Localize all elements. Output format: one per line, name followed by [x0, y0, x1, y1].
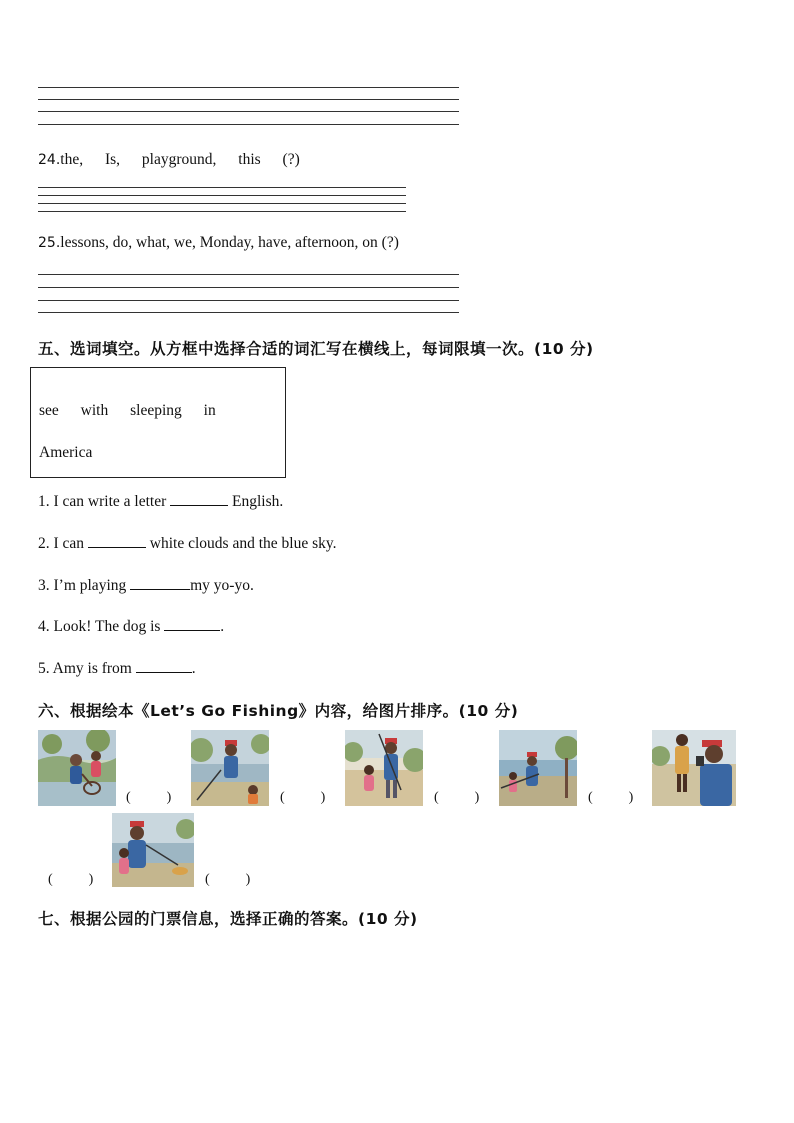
fill-item-2: 2. I can white clouds and the blue sky.	[38, 535, 337, 552]
answer-line	[38, 111, 459, 112]
story-picture-5	[652, 730, 736, 806]
answer-line	[38, 203, 406, 204]
scrambled-words: lessons, do, what, we, Monday, have, afternoon, on (?)	[60, 234, 399, 251]
story-picture-6	[112, 813, 194, 887]
blank-line[interactable]	[136, 658, 192, 673]
section-7-heading: 七、根据公园的门票信息，选择正确的答案。(10 分)	[38, 910, 418, 928]
order-bracket[interactable]: ( )	[48, 872, 94, 887]
answer-line	[38, 274, 459, 275]
order-bracket[interactable]: ( )	[434, 790, 480, 805]
answer-line	[38, 124, 459, 125]
word-box-row	[39, 444, 92, 462]
question-25	[38, 234, 399, 252]
box-word: with	[80, 402, 109, 419]
story-picture-2	[191, 730, 269, 806]
order-bracket[interactable]: ( )	[205, 872, 251, 887]
story-picture-3	[345, 730, 423, 806]
scrambled-word: playground,	[141, 151, 217, 168]
section-5-heading: 五、选词填空。从方框中选择合适的词汇写在横线上，每词限填一次。(10 分)	[38, 340, 594, 358]
blank-line[interactable]	[130, 575, 190, 590]
box-word: America	[39, 444, 93, 461]
order-bracket[interactable]: ( )	[280, 790, 326, 805]
fill-item-4: 4. Look! The dog is .	[38, 618, 225, 635]
question-number: 24.	[38, 152, 61, 168]
order-bracket[interactable]: ( )	[588, 790, 634, 805]
scrambled-word: (?)	[282, 151, 300, 168]
question-24	[38, 151, 300, 169]
question-number: 25.	[38, 235, 61, 251]
fill-item-5: 5. Amy is from .	[38, 660, 196, 677]
order-bracket[interactable]: ( )	[126, 790, 172, 805]
word-box-row	[39, 402, 216, 420]
scrambled-word: this	[238, 151, 261, 168]
fill-item-1: 1. I can write a letter English.	[38, 493, 284, 510]
story-picture-4	[499, 730, 577, 806]
word-box	[30, 367, 286, 478]
scrambled-word: the,	[60, 151, 84, 168]
story-picture-1	[38, 730, 116, 806]
blank-line[interactable]	[164, 616, 220, 631]
box-word: see	[39, 402, 59, 419]
fill-item-3: 3. I’m playing my yo-yo.	[38, 577, 254, 594]
blank-line[interactable]	[88, 533, 146, 548]
scrambled-word: Is,	[104, 151, 121, 168]
blank-line[interactable]	[170, 491, 228, 506]
answer-line	[38, 99, 459, 100]
answer-line	[38, 300, 459, 301]
answer-line	[38, 312, 459, 313]
section-6-heading: 六、根据绘本《Let’s Go Fishing》内容，给图片排序。(10 分)	[38, 702, 519, 720]
answer-line	[38, 287, 459, 288]
answer-line	[38, 211, 406, 212]
answer-line	[38, 195, 406, 196]
box-word: in	[203, 402, 216, 419]
answer-line	[38, 87, 459, 88]
box-word: sleeping	[130, 402, 182, 419]
answer-line	[38, 187, 406, 188]
